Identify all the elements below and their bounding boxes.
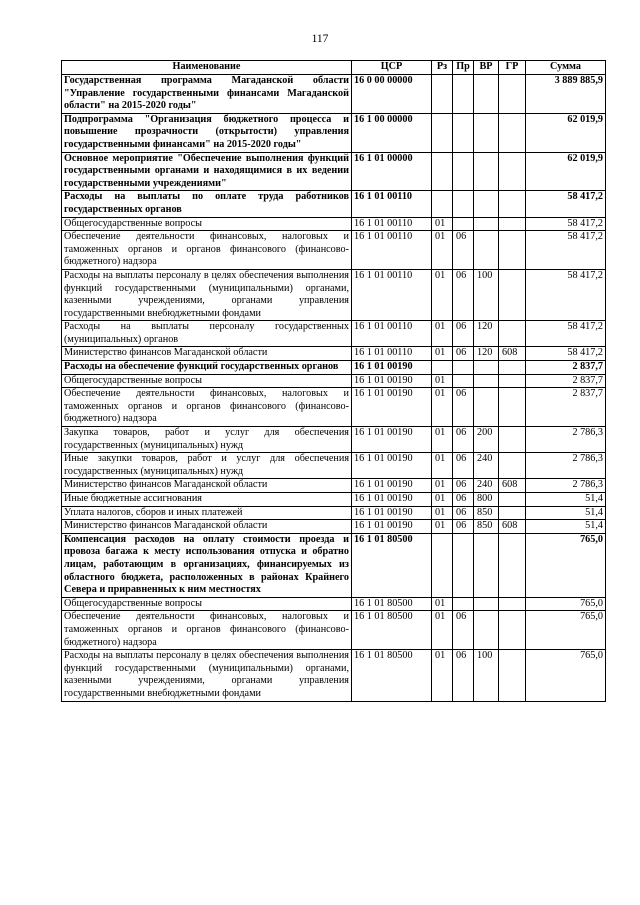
cell-pr	[453, 533, 474, 597]
cell-csr: 16 1 01 80500	[352, 650, 432, 701]
cell-csr: 16 1 01 00110	[352, 231, 432, 270]
cell-sum: 765,0	[526, 611, 606, 650]
table-row	[62, 231, 606, 270]
header-gr: ГР	[499, 61, 526, 75]
cell-name: Иные закупки товаров, работ и услуг для обеспечения государственных (муниципальных) нужд	[62, 453, 352, 479]
cell-gr	[499, 427, 526, 453]
cell-rz	[432, 361, 453, 375]
cell-gr	[499, 388, 526, 427]
cell-csr: 16 1 01 00190	[352, 520, 432, 534]
cell-csr: 16 1 01 00000	[352, 152, 432, 191]
cell-csr: 16 1 01 00110	[352, 321, 432, 347]
cell-vr: 100	[474, 269, 499, 320]
cell-gr	[499, 493, 526, 507]
cell-rz: 01	[432, 347, 453, 361]
table-row	[62, 493, 606, 507]
cell-vr	[474, 217, 499, 231]
cell-rz	[432, 533, 453, 597]
cell-vr: 800	[474, 493, 499, 507]
cell-vr	[474, 597, 499, 611]
cell-vr	[474, 152, 499, 191]
cell-pr: 06	[453, 347, 474, 361]
table-row	[62, 191, 606, 217]
cell-gr	[499, 650, 526, 701]
cell-pr: 06	[453, 269, 474, 320]
table-row	[62, 533, 606, 597]
cell-name: Иные бюджетные ассигнования	[62, 493, 352, 507]
cell-pr	[453, 113, 474, 152]
cell-sum: 58 417,2	[526, 269, 606, 320]
header-rz: Рз	[432, 61, 453, 75]
cell-pr	[453, 374, 474, 388]
cell-rz: 01	[432, 269, 453, 320]
cell-rz: 01	[432, 217, 453, 231]
cell-csr: 16 1 01 00190	[352, 506, 432, 520]
cell-vr	[474, 374, 499, 388]
cell-csr: 16 1 01 00110	[352, 191, 432, 217]
page-number: 117	[311, 33, 329, 45]
cell-sum: 2 786,3	[526, 479, 606, 493]
cell-sum: 3 889 885,9	[526, 75, 606, 114]
cell-csr: 16 1 01 00190	[352, 388, 432, 427]
cell-pr: 06	[453, 611, 474, 650]
cell-gr	[499, 113, 526, 152]
cell-gr	[499, 191, 526, 217]
header-sum: Сумма	[526, 61, 606, 75]
cell-name: Общегосударственные вопросы	[62, 597, 352, 611]
cell-name: Общегосударственные вопросы	[62, 217, 352, 231]
table-row	[62, 506, 606, 520]
cell-gr: 608	[499, 520, 526, 534]
table-body	[62, 75, 606, 702]
cell-sum: 51,4	[526, 493, 606, 507]
cell-sum: 58 417,2	[526, 217, 606, 231]
cell-rz: 01	[432, 374, 453, 388]
cell-name: Министерство финансов Магаданской области	[62, 479, 352, 493]
cell-sum: 62 019,9	[526, 113, 606, 152]
cell-vr	[474, 388, 499, 427]
table-row	[62, 269, 606, 320]
header-vr: ВР	[474, 61, 499, 75]
cell-pr: 06	[453, 506, 474, 520]
cell-name: Закупка товаров, работ и услуг для обеспечения государственных (муниципальных) нужд	[62, 427, 352, 453]
cell-gr	[499, 611, 526, 650]
cell-csr: 16 1 00 00000	[352, 113, 432, 152]
cell-sum: 2 786,3	[526, 453, 606, 479]
cell-name: Расходы на выплаты персоналу в целях обеспечения выполнения функций государственными (муниципальными) органами, казенными учреждениями, органами управления государственными внебюджетными фондами	[62, 650, 352, 701]
cell-pr: 06	[453, 427, 474, 453]
cell-pr	[453, 75, 474, 114]
table-row	[62, 152, 606, 191]
cell-name: Расходы на выплаты персоналу в целях обеспечения выполнения функций государственными (муниципальными) органами, казенными учреждениями, органами управления государственными внебюджетными фондами	[62, 269, 352, 320]
cell-sum: 2 786,3	[526, 427, 606, 453]
cell-vr: 850	[474, 520, 499, 534]
cell-sum: 58 417,2	[526, 191, 606, 217]
cell-pr: 06	[453, 231, 474, 270]
table-row	[62, 427, 606, 453]
cell-csr: 16 1 01 00190	[352, 493, 432, 507]
cell-name: Расходы на выплаты по оплате труда работников государственных органов	[62, 191, 352, 217]
cell-sum: 2 837,7	[526, 388, 606, 427]
table-row	[62, 650, 606, 701]
cell-gr	[499, 217, 526, 231]
table-row	[62, 388, 606, 427]
cell-rz: 01	[432, 506, 453, 520]
cell-rz: 01	[432, 453, 453, 479]
cell-vr	[474, 231, 499, 270]
cell-name: Расходы на выплаты персоналу государственных (муниципальных) органов	[62, 321, 352, 347]
cell-pr	[453, 217, 474, 231]
cell-name: Министерство финансов Магаданской области	[62, 347, 352, 361]
table-header-row	[62, 61, 606, 75]
cell-pr: 06	[453, 650, 474, 701]
header-pr: Пр	[453, 61, 474, 75]
cell-gr	[499, 453, 526, 479]
cell-gr	[499, 321, 526, 347]
cell-rz	[432, 152, 453, 191]
cell-name: Расходы на обеспечение функций государственных органов	[62, 361, 352, 375]
cell-gr	[499, 152, 526, 191]
cell-gr: 608	[499, 347, 526, 361]
cell-sum: 62 019,9	[526, 152, 606, 191]
cell-csr: 16 1 01 00190	[352, 453, 432, 479]
cell-sum: 2 837,7	[526, 374, 606, 388]
cell-vr: 120	[474, 347, 499, 361]
cell-sum: 58 417,2	[526, 347, 606, 361]
table-row	[62, 611, 606, 650]
cell-sum: 58 417,2	[526, 321, 606, 347]
cell-rz: 01	[432, 597, 453, 611]
table-row	[62, 479, 606, 493]
cell-sum: 51,4	[526, 520, 606, 534]
cell-name: Обеспечение деятельности финансовых, налоговых и таможенных органов и органов финансового (финансово-бюджетного) надзора	[62, 611, 352, 650]
cell-pr: 06	[453, 520, 474, 534]
cell-rz: 01	[432, 427, 453, 453]
cell-rz: 01	[432, 388, 453, 427]
table-row	[62, 520, 606, 534]
budget-table	[61, 60, 606, 702]
cell-name: Министерство финансов Магаданской области	[62, 520, 352, 534]
cell-sum: 765,0	[526, 597, 606, 611]
cell-vr: 240	[474, 479, 499, 493]
table-row	[62, 453, 606, 479]
cell-pr: 06	[453, 493, 474, 507]
table-row	[62, 597, 606, 611]
cell-gr	[499, 231, 526, 270]
cell-pr: 06	[453, 388, 474, 427]
cell-rz: 01	[432, 493, 453, 507]
cell-name: Обеспечение деятельности финансовых, налоговых и таможенных органов и органов финансового (финансово-бюджетного) надзора	[62, 231, 352, 270]
cell-gr: 608	[499, 479, 526, 493]
cell-gr	[499, 506, 526, 520]
table-row	[62, 374, 606, 388]
cell-vr: 100	[474, 650, 499, 701]
cell-sum: 51,4	[526, 506, 606, 520]
cell-vr	[474, 533, 499, 597]
cell-csr: 16 1 01 80500	[352, 597, 432, 611]
cell-rz: 01	[432, 611, 453, 650]
cell-pr	[453, 191, 474, 217]
cell-pr: 06	[453, 479, 474, 493]
cell-gr	[499, 597, 526, 611]
cell-sum: 58 417,2	[526, 231, 606, 270]
cell-csr: 16 0 00 00000	[352, 75, 432, 114]
cell-vr	[474, 611, 499, 650]
table-row	[62, 347, 606, 361]
table-row	[62, 113, 606, 152]
cell-rz: 01	[432, 231, 453, 270]
cell-sum: 765,0	[526, 650, 606, 701]
cell-csr: 16 1 01 80500	[352, 611, 432, 650]
cell-vr: 850	[474, 506, 499, 520]
cell-vr: 200	[474, 427, 499, 453]
cell-pr	[453, 597, 474, 611]
cell-csr: 16 1 01 00110	[352, 269, 432, 320]
cell-csr: 16 1 01 00110	[352, 347, 432, 361]
cell-vr	[474, 191, 499, 217]
cell-csr: 16 1 01 00190	[352, 479, 432, 493]
cell-rz	[432, 113, 453, 152]
cell-csr: 16 1 01 00190	[352, 361, 432, 375]
table-row	[62, 361, 606, 375]
cell-name: Уплата налогов, сборов и иных платежей	[62, 506, 352, 520]
cell-csr: 16 1 01 00110	[352, 217, 432, 231]
table-row	[62, 75, 606, 114]
cell-vr: 120	[474, 321, 499, 347]
cell-rz	[432, 75, 453, 114]
cell-pr: 06	[453, 453, 474, 479]
cell-gr	[499, 533, 526, 597]
cell-csr: 16 1 01 00190	[352, 427, 432, 453]
cell-pr	[453, 152, 474, 191]
cell-gr	[499, 75, 526, 114]
cell-rz: 01	[432, 479, 453, 493]
cell-name: Обеспечение деятельности финансовых, налоговых и таможенных органов и органов финансового (финансово-бюджетного) надзора	[62, 388, 352, 427]
table-row	[62, 321, 606, 347]
cell-gr	[499, 269, 526, 320]
cell-csr: 16 1 01 80500	[352, 533, 432, 597]
cell-pr: 06	[453, 321, 474, 347]
cell-rz: 01	[432, 520, 453, 534]
cell-gr	[499, 374, 526, 388]
header-csr: ЦСР	[352, 61, 432, 75]
cell-sum: 765,0	[526, 533, 606, 597]
cell-vr	[474, 113, 499, 152]
cell-vr	[474, 361, 499, 375]
cell-vr: 240	[474, 453, 499, 479]
header-name: Наименование	[62, 61, 352, 75]
cell-name: Общегосударственные вопросы	[62, 374, 352, 388]
cell-name: Подпрограмма "Организация бюджетного процесса и повышение прозрачности (открытости) управления государственными финансами" на 2015-2020 годы"	[62, 113, 352, 152]
cell-vr	[474, 75, 499, 114]
table-row	[62, 217, 606, 231]
cell-name: Государственная программа Магаданской области "Управление государственными финансами Магаданской области" на 2015-2020 годы"	[62, 75, 352, 114]
cell-gr	[499, 361, 526, 375]
cell-pr	[453, 361, 474, 375]
cell-rz: 01	[432, 321, 453, 347]
cell-csr: 16 1 01 00190	[352, 374, 432, 388]
cell-name: Компенсация расходов на оплату стоимости проезда и провоза багажа к месту использования отпуска и обратно лицам, работающим в организациях, финансируемых из областного бюджета, расположенных в районах Крайнего Севера и приравненных к ним местностях	[62, 533, 352, 597]
cell-sum: 2 837,7	[526, 361, 606, 375]
cell-rz: 01	[432, 650, 453, 701]
cell-name: Основное мероприятие "Обеспечение выполнения функций государственными органами и находящимися в их ведении государственными учреждениями"	[62, 152, 352, 191]
cell-rz	[432, 191, 453, 217]
